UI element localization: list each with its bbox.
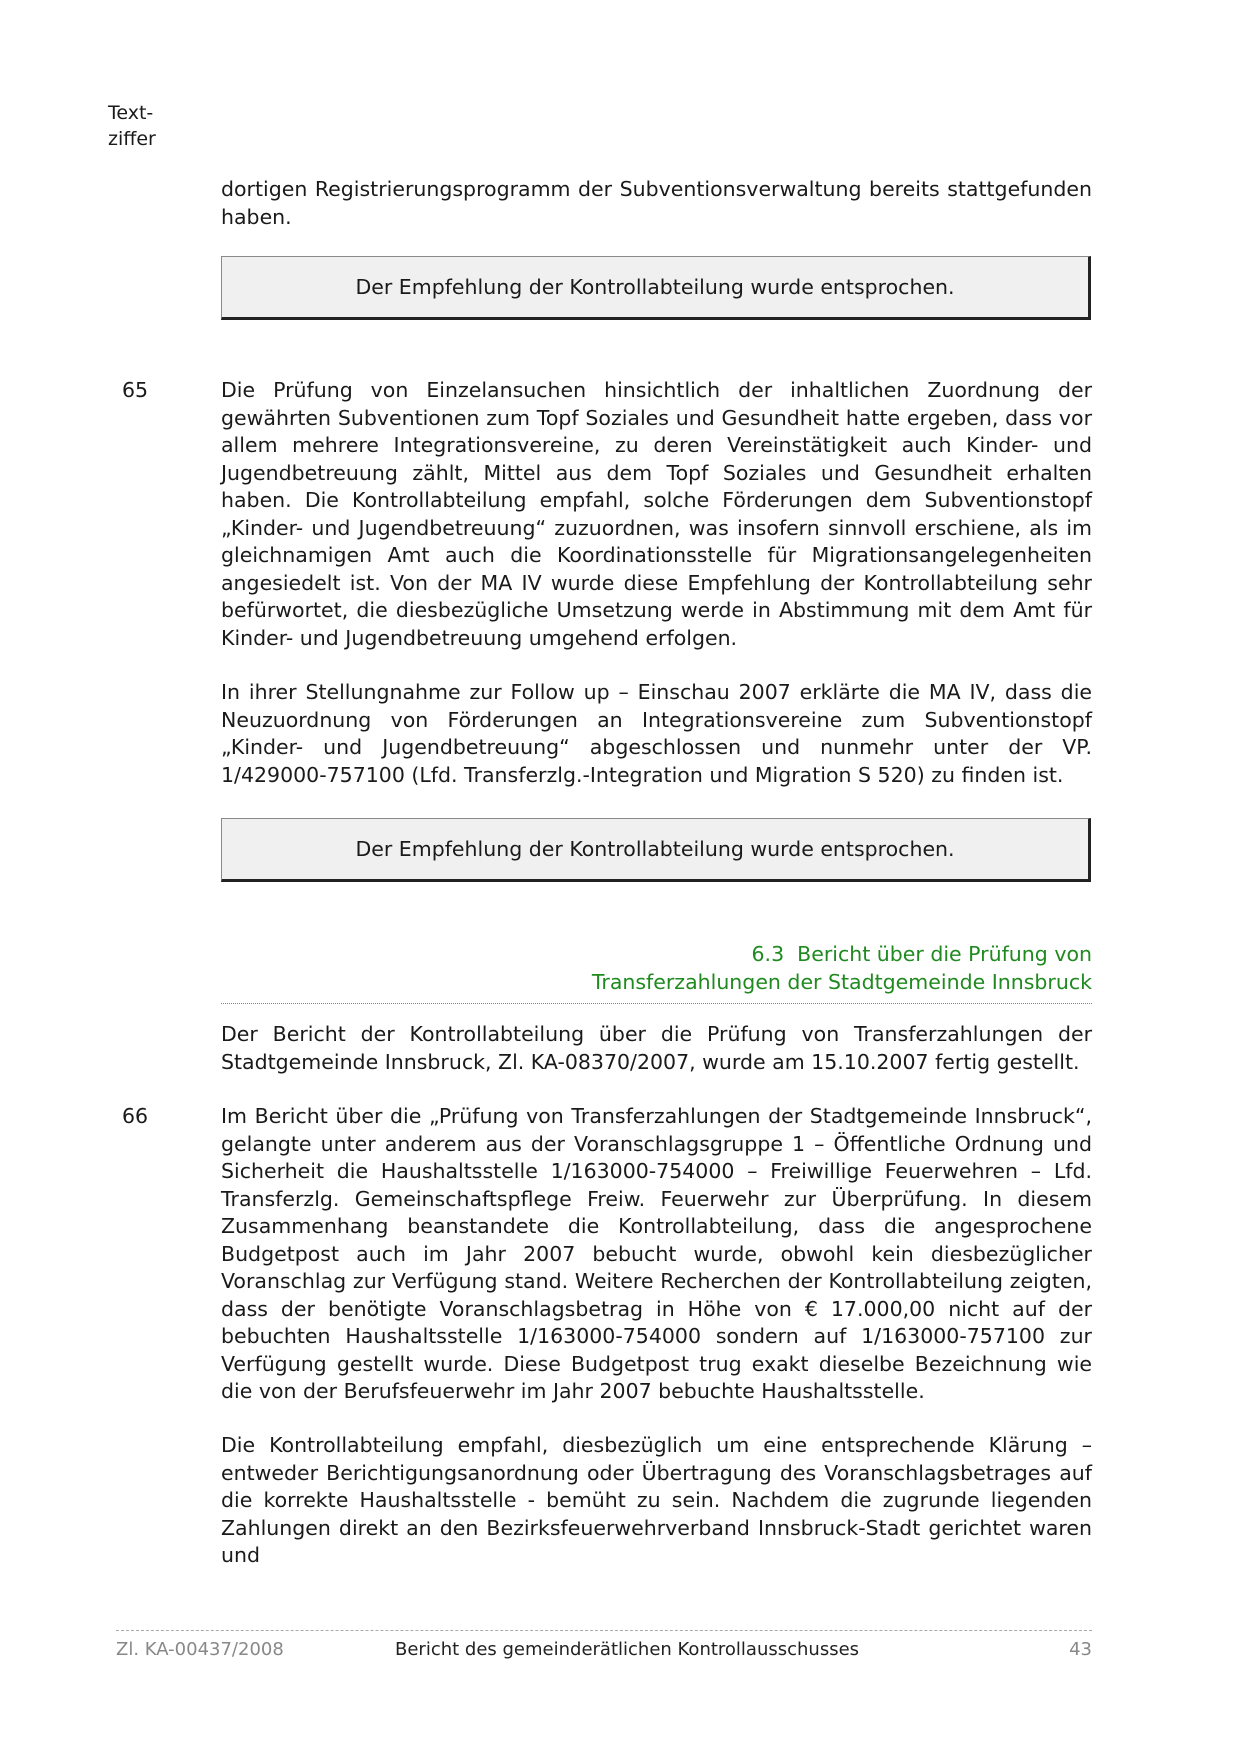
paragraph-66-b: Die Kontrollabteilung empfahl, diesbezüglich um eine entsprechende Klärung – entweder Berichtigungsanordnung oder Übertragung des Voranschlagsbetrages auf die korrekte Haushaltsstelle - bemüht zu sein. Nachdem die zugrunde liegenden Zahlungen direkt an den Bezirksfeuerwehrverband Innsbruck-Stadt gerichtet waren und (221, 1433, 1092, 1567)
paragraph-66-a: Im Bericht über die „Prüfung von Transferzahlungen der Stadtgemeinde Innsbruck“, gelangte unter anderem aus der Voranschlagsgruppe 1 – Öffentliche Ordnung und Sicherheit die Haushaltsstelle 1/163000-754000 – Freiwillige Feuerwehren – Lfd. Transferzlg. Gemeinschaftspflege Freiw. Feuerwehr zur Überprüfung. In diesem Zusammenhang beanstandete die Kontrollabteilung, dass die angesprochene Budgetpost auch im Jahr 2007 bebucht wurde, obwohl kein diesbezüglicher Voranschlag zur Verfügung stand. Weitere Recherchen der Kontrollabteilung zeigten, dass der benötigte Voranschlagsbetrag in Höhe von € 17.000,00 nicht auf der bebuchten Haushaltsstelle 1/163000-754000 sondern auf 1/163000-757100 zur Verfügung gestellt wurde. Diese Budgetpost trug exakt dieselbe Bezeichnung wie die von der Berufsfeuerwehr im Jahr 2007 bebuchte Haushaltsstelle. (221, 1104, 1092, 1403)
margin-label-line2: ziffer (108, 128, 156, 150)
section-heading (221, 940, 1092, 996)
section-heading-line2: Transferzahlungen der Stadtgemeinde Innsbruck (591, 970, 1092, 994)
footer-reference: Zl. KA-00437/2008 (116, 1639, 284, 1660)
page-number: 43 (1069, 1639, 1092, 1660)
margin-label-line1: Text- (108, 102, 154, 124)
paragraph-65-a: Die Prüfung von Einzelansuchen hinsichtlich der inhaltlichen Zuordnung der gewährten Subventionen zum Topf Soziales und Gesundheit hatte ergeben, dass vor allem mehrere Integrationsvereine, zu deren Vereinstätigkeit auch Kinder- und Jugendbetreuung zählt, Mittel aus dem Topf Soziales und Gesundheit erhalten haben. Die Kontrollabteilung empfahl, solche Förderungen dem Subventionstopf „Kinder- und Jugendbetreuung“ zuzuordnen, was insofern sinnvoll erschiene, als im gleichnamigen Amt auch die Koordinationsstelle für Migrationsangelegenheiten angesiedelt ist. Von der MA IV wurde diese Empfehlung der Kontrollabteilung sehr befürwortet, die diesbezügliche Umsetzung werde in Abstimmung mit dem Amt für Kinder- und Jugendbetreuung umgehend erfolgen. (221, 378, 1092, 650)
recommendation-box-2: Der Empfehlung der Kontrollabteilung wurde entsprochen. (221, 818, 1091, 882)
paragraph-intro: Der Bericht der Kontrollabteilung über die Prüfung von Transferzahlungen der Stadtgemeinde Innsbruck, Zl. KA-08370/2007, wurde am 15.10.2007 fertig gestellt. (221, 1022, 1092, 1074)
paragraph-continuation: dortigen Registrierungsprogramm der Subventionsverwaltung bereits stattgefunden haben. (221, 177, 1092, 229)
footer-title: Bericht des gemeinderätlichen Kontrollausschusses (395, 1639, 860, 1660)
footer-divider (116, 1630, 1092, 1631)
section-heading-line1: 6.3 Bericht über die Prüfung von (751, 942, 1092, 966)
text-number-65: 65 (122, 378, 149, 402)
heading-divider (221, 1003, 1092, 1004)
recommendation-box-1: Der Empfehlung der Kontrollabteilung wurde entsprochen. (221, 256, 1091, 320)
paragraph-65-b: In ihrer Stellungnahme zur Follow up – Einschau 2007 erklärte die MA IV, dass die Neuzuordnung von Förderungen an Integrationsvereine zum Subventionstopf „Kinder- und Jugendbetreuung“ abgeschlossen und nunmehr unter der VP. 1/429000-757100 (Lfd. Transferzlg.-Integration und Migration S 520) zu finden ist. (221, 680, 1092, 787)
margin-label (108, 100, 156, 152)
text-number-66: 66 (122, 1104, 149, 1128)
